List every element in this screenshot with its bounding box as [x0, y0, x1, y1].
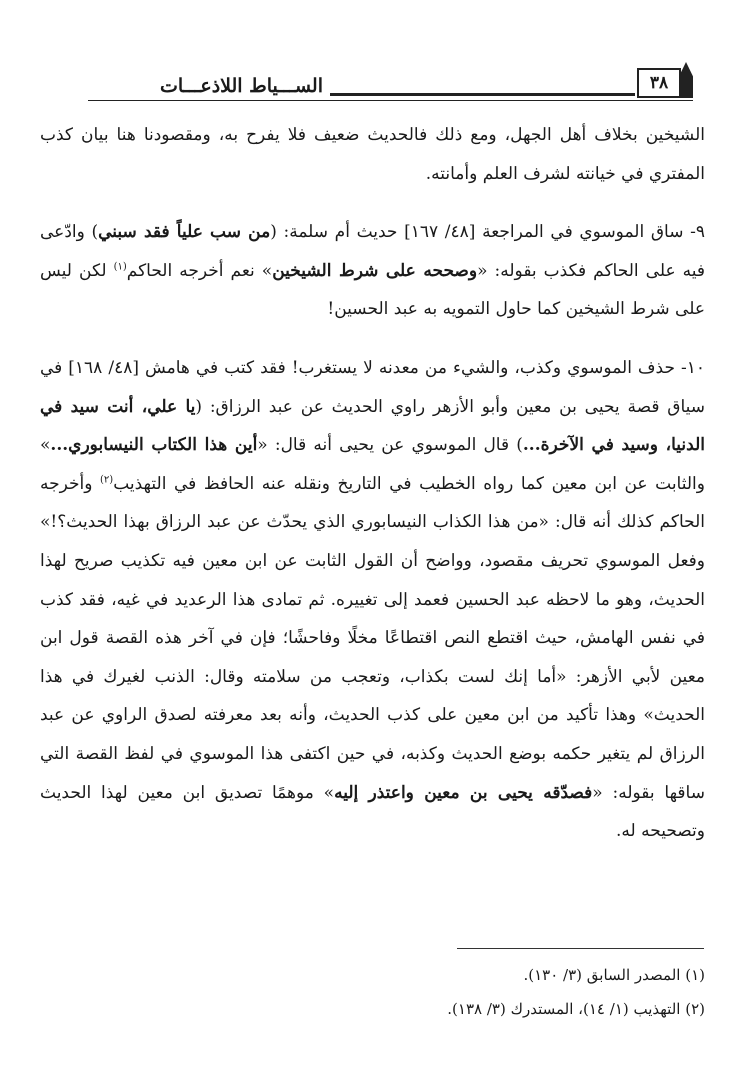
- quoted-story: فصدّقه يحيى بن معين واعتذر إليه: [334, 782, 593, 803]
- page-number: ٣٨: [637, 68, 681, 98]
- quoted-saying: أين هذا الكتاب النيسابوري...: [50, 435, 258, 456]
- running-title: الســـياط اللاذعـــات: [159, 75, 323, 97]
- header-underline: [88, 100, 693, 101]
- footnote-2: (٢) التهذيب (١/ ١٤)، المستدرك (٣/ ١٣٨).: [447, 1000, 705, 1018]
- page-header: [0, 0, 745, 110]
- footnote-1: (١) المصدر السابق (٣/ ١٣٠).: [523, 966, 705, 984]
- quoted-hadith: من سب علياً فقد سبني: [98, 222, 271, 243]
- page-ornament-icon: [679, 62, 693, 98]
- footnotes: [40, 958, 705, 1026]
- footnote-ref-1[interactable]: (١): [113, 261, 127, 273]
- main-text: [40, 116, 705, 851]
- footnote-ref-2[interactable]: (٢): [100, 474, 114, 486]
- paragraph-10: ١٠- حذف الموسوي وكذب، والشيء من معدنه لا يستغرب! فقد كتب في هامش [٤٨/ ١٦٨] في سياق قصة يحيى بن معين وأبو الأزهر راوي الحديث عن عبد الرزاق: (يا علي، أنت سيد في الدنيا، وسيد في الآخرة...) قال الموسوي عن يحيى أنه قال: «أين هذا الكتاب النيسابوري...» والثابت عن ابن معين كما رواه الخطيب في التاريخ ونقله عنه الحافظ في التهذيب$^{(٢)}$ وأخرجه الحاكم كذلك أنه قال: «من هذا الكذاب النيسابوري الذي يحدّث عن عبد الرزاق بهذا الحديث؟!» وفعل الموسوي تحريف مقصود، وواضح أن القول الثابت عن ابن معين فيه تكذيب صريح لهذا الحديث، وهو ما لاحظه عبد الحسين فعمد إلى تغييره. ثم تمادى هذا الرعديد في غيه، فقد كذب في نفس الهامش، حيث اقتطع النص اقتطاعًا مخلًا وفاحشًا؛ فإن في آخر هذه القصة قول ابن معين لأبي الأزهر: «أما إنك لست بكذاب، وتعجب من سلامته وقال: الذنب لغيرك في هذا الحديث» وهذا تأكيد من ابن معين على كذب الحديث، وأنه بعد معرفته لصدق الراوي عن عبد الرزاق لم يتغير حكمه بوضع الحديث وكذبه، في حين اكتفى هذا الموسوي في لفظ القصة التي ساقها بقوله: «فصدّقه يحيى بن معين واعتذر إليه» موهمًا تصديق ابن معين لهذا الحديث وتصحيحه له.: [40, 357, 705, 842]
- quoted-claim: وصححه على شرط الشيخين: [272, 260, 478, 281]
- header-rule: [330, 93, 635, 96]
- quoted-hadith-2: يا علي، أنت سيد في الدنيا، وسيد في الآخرة...: [40, 396, 705, 456]
- footnote-divider: [457, 948, 704, 949]
- paragraph-1: الشيخين بخلاف أهل الجهل، ومع ذلك فالحديث ضعيف فلا يفرح به، ومقصودنا هنا بيان كذب المفتري في خيانته لشرف العلم وأمانته.: [40, 125, 705, 184]
- paragraph-9: ٩- ساق الموسوي في المراجعة [٤٨/ ١٦٧] حديث أم سلمة: (من سب علياً فقد سبني) وادّعى فيه على الحاكم فكذب بقوله: «وصححه على شرط الشيخين» نعم أخرجه الحاكم$^{(١)}$ لكن ليس على شرط الشيخين كما حاول التمويه به عبد الحسين!: [40, 222, 706, 320]
